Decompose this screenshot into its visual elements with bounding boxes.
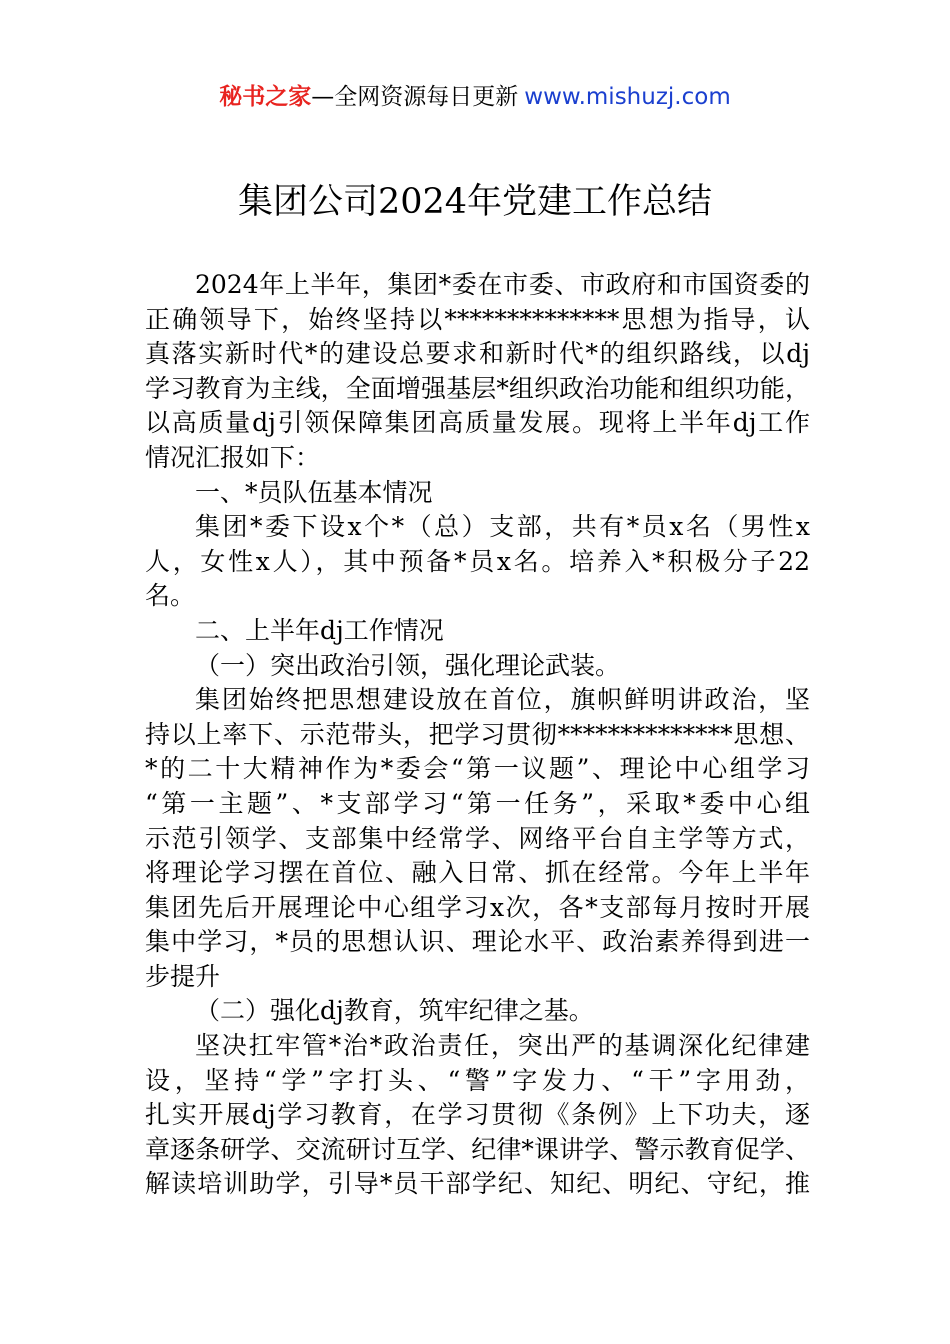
document-title: 集团公司2024年党建工作总结 — [237, 182, 713, 222]
text-line: “第一主题”、*支部学习“第一任务”，采取*委中心组 — [145, 788, 810, 818]
text-line: 集团先后开展理论中心组学习x次，各*支部每月按时开展 — [145, 892, 810, 922]
text-line: 步提升 — [145, 961, 221, 991]
text-line: 集中学习，*员的思想认识、理论水平、政治素养得到进一 — [145, 927, 810, 957]
subsection-heading: （一）突出政治引领，强化理论武装。 — [195, 650, 621, 680]
text-line: 真落实新时代*的建设总要求和新时代*的组织路线，以dj — [145, 339, 810, 369]
text-line: 2024年上半年，集团*委在市委、市政府和市国资委的 — [195, 270, 810, 299]
text-line: 情况汇报如下： — [145, 442, 321, 472]
text-line: 集团*委下设x个*（总）支部，共有*员x名（男性x — [195, 512, 810, 542]
header-tagline: —全网资源每日更新 — [311, 84, 519, 110]
subsection-heading: （二）强化dj教育，筑牢纪律之基。 — [195, 996, 594, 1026]
text-line: 正确领导下，始终坚持以**************思想为指导，认 — [145, 304, 810, 334]
text-line: *的二十大精神作为*委会“第一议题”、理论中心组学习 — [145, 754, 810, 784]
text-line: 以高质量dj引领保障集团高质量发展。现将上半年dj工作 — [145, 408, 810, 438]
text-line: 名。 — [145, 581, 196, 611]
text-line: 解读培训助学，引导*员干部学纪、知纪、明纪、守纪，推 — [145, 1169, 810, 1199]
document-body — [145, 268, 810, 1202]
text-line: 学习教育为主线，全面增强基层*组织政治功能和组织功能， — [145, 373, 810, 403]
text-line: 持以上率下、示范带头，把学习贯彻**************思想、 — [145, 719, 810, 749]
section-heading: 二、上半年dj工作情况 — [195, 615, 444, 645]
text-line: 将理论学习摆在首位、融入日常、抓在经常。今年上半年 — [145, 858, 810, 888]
brand-name: 秘书之家 — [219, 84, 312, 110]
text-line: 扎实开展dj学习教育，在学习贯彻《条例》上下功夫，逐 — [145, 1100, 810, 1130]
text-line: 坚决扛牢管*治*政治责任，突出严的基调深化纪律建 — [195, 1031, 810, 1061]
site-url-link[interactable]: www.mishuzj.com — [524, 84, 731, 110]
site-header — [0, 80, 950, 114]
text-line: 章逐条研学、交流研讨互学、纪律*课讲学、警示教育促学、 — [145, 1134, 810, 1164]
section-heading: 一、*员队伍基本情况 — [195, 477, 433, 507]
text-line: 人，女性x人），其中预备*员x名。培养入*积极分子22 — [145, 546, 810, 576]
text-line: 示范引领学、支部集中经常学、网络平台自主学等方式， — [145, 823, 810, 853]
text-line: 设，坚持“学”字打头、“警”字发力、“干”字用劲， — [145, 1065, 810, 1095]
text-line: 集团始终把思想建设放在首位，旗帜鲜明讲政治，坚 — [195, 685, 810, 715]
